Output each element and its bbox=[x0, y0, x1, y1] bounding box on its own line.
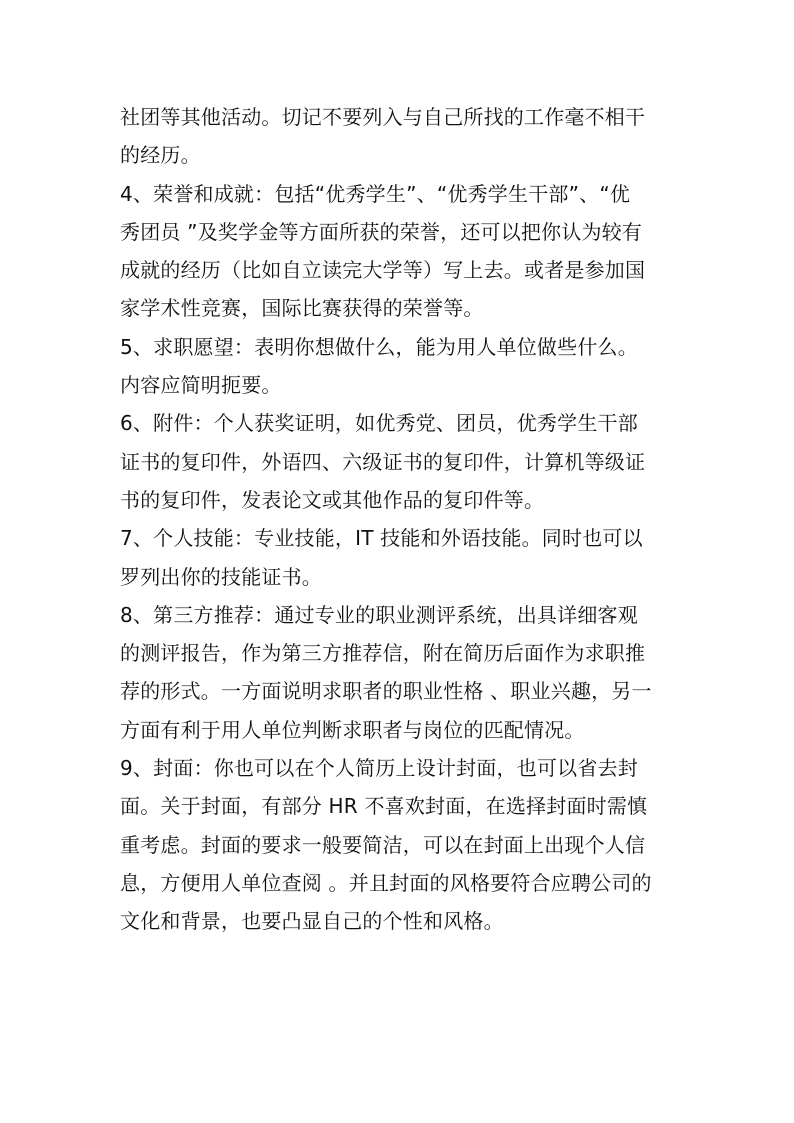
text-line: 8、第三方推荐：通过专业的职业测评系统，出具详细客观 bbox=[120, 602, 638, 627]
text-line: 5、求职愿望：表明你想做什么，能为用人单位做些什么。 bbox=[120, 334, 638, 359]
text-line: 社团等其他活动。切记不要列入与自己所找的工作毫不相干 bbox=[120, 105, 646, 129]
text-line: 书的复印件，发表论文或其他作品的复印件等。 bbox=[120, 487, 545, 512]
text-line: 方面有利于用人单位判断求职者与岗位的匹配情况。 bbox=[120, 717, 585, 742]
text-line: 家学术性竞赛，国际比赛获得的荣誉等。 bbox=[120, 296, 484, 321]
text-line: 重考虑。封面的要求一般要简洁，可以在封面上出现个人信 bbox=[120, 832, 646, 857]
text-line: 秀团员 ”及奖学金等方面所获的荣誉，还可以把你认为较有 bbox=[120, 219, 643, 244]
text-line: 6、附件：个人获奖证明，如优秀党、团员，优秀学生干部 bbox=[120, 411, 638, 436]
text-line: 的测评报告，作为第三方推荐信，附在简历后面作为求职推 bbox=[120, 641, 646, 666]
text-line: 7、个人技能：专业技能，IT 技能和外语技能。同时也可以 bbox=[120, 526, 643, 551]
text-line: 文化和背景，也要凸显自己的个性和风格。 bbox=[120, 909, 504, 934]
text-line: 面。关于封面，有部分 HR 不喜欢封面，在选择封面时需慎 bbox=[120, 794, 648, 819]
text-line: 息，方便用人单位查阅 。并且封面的风格要符合应聘公司的 bbox=[120, 870, 652, 895]
text-line: 成就的经历（比如自立读完大学等）写上去。或者是参加国 bbox=[120, 258, 646, 283]
text-line: 荐的形式。一方面说明求职者的职业性格 、职业兴趣，另一 bbox=[120, 679, 652, 704]
text-line: 罗列出你的技能证书。 bbox=[120, 564, 322, 589]
text-line: 的经历。 bbox=[120, 143, 201, 168]
text-line: 4、荣誉和成就：包括“优秀学生”、“优秀学生干部”、“优 bbox=[120, 181, 631, 206]
text-line: 证书的复印件，外语四、六级证书的复印件，计算机等级证 bbox=[120, 449, 646, 474]
text-line: 内容应简明扼要。 bbox=[120, 373, 282, 398]
document-body bbox=[120, 98, 680, 941]
text-line: 9、封面：你也可以在个人简历上设计封面，也可以省去封 bbox=[120, 756, 638, 781]
